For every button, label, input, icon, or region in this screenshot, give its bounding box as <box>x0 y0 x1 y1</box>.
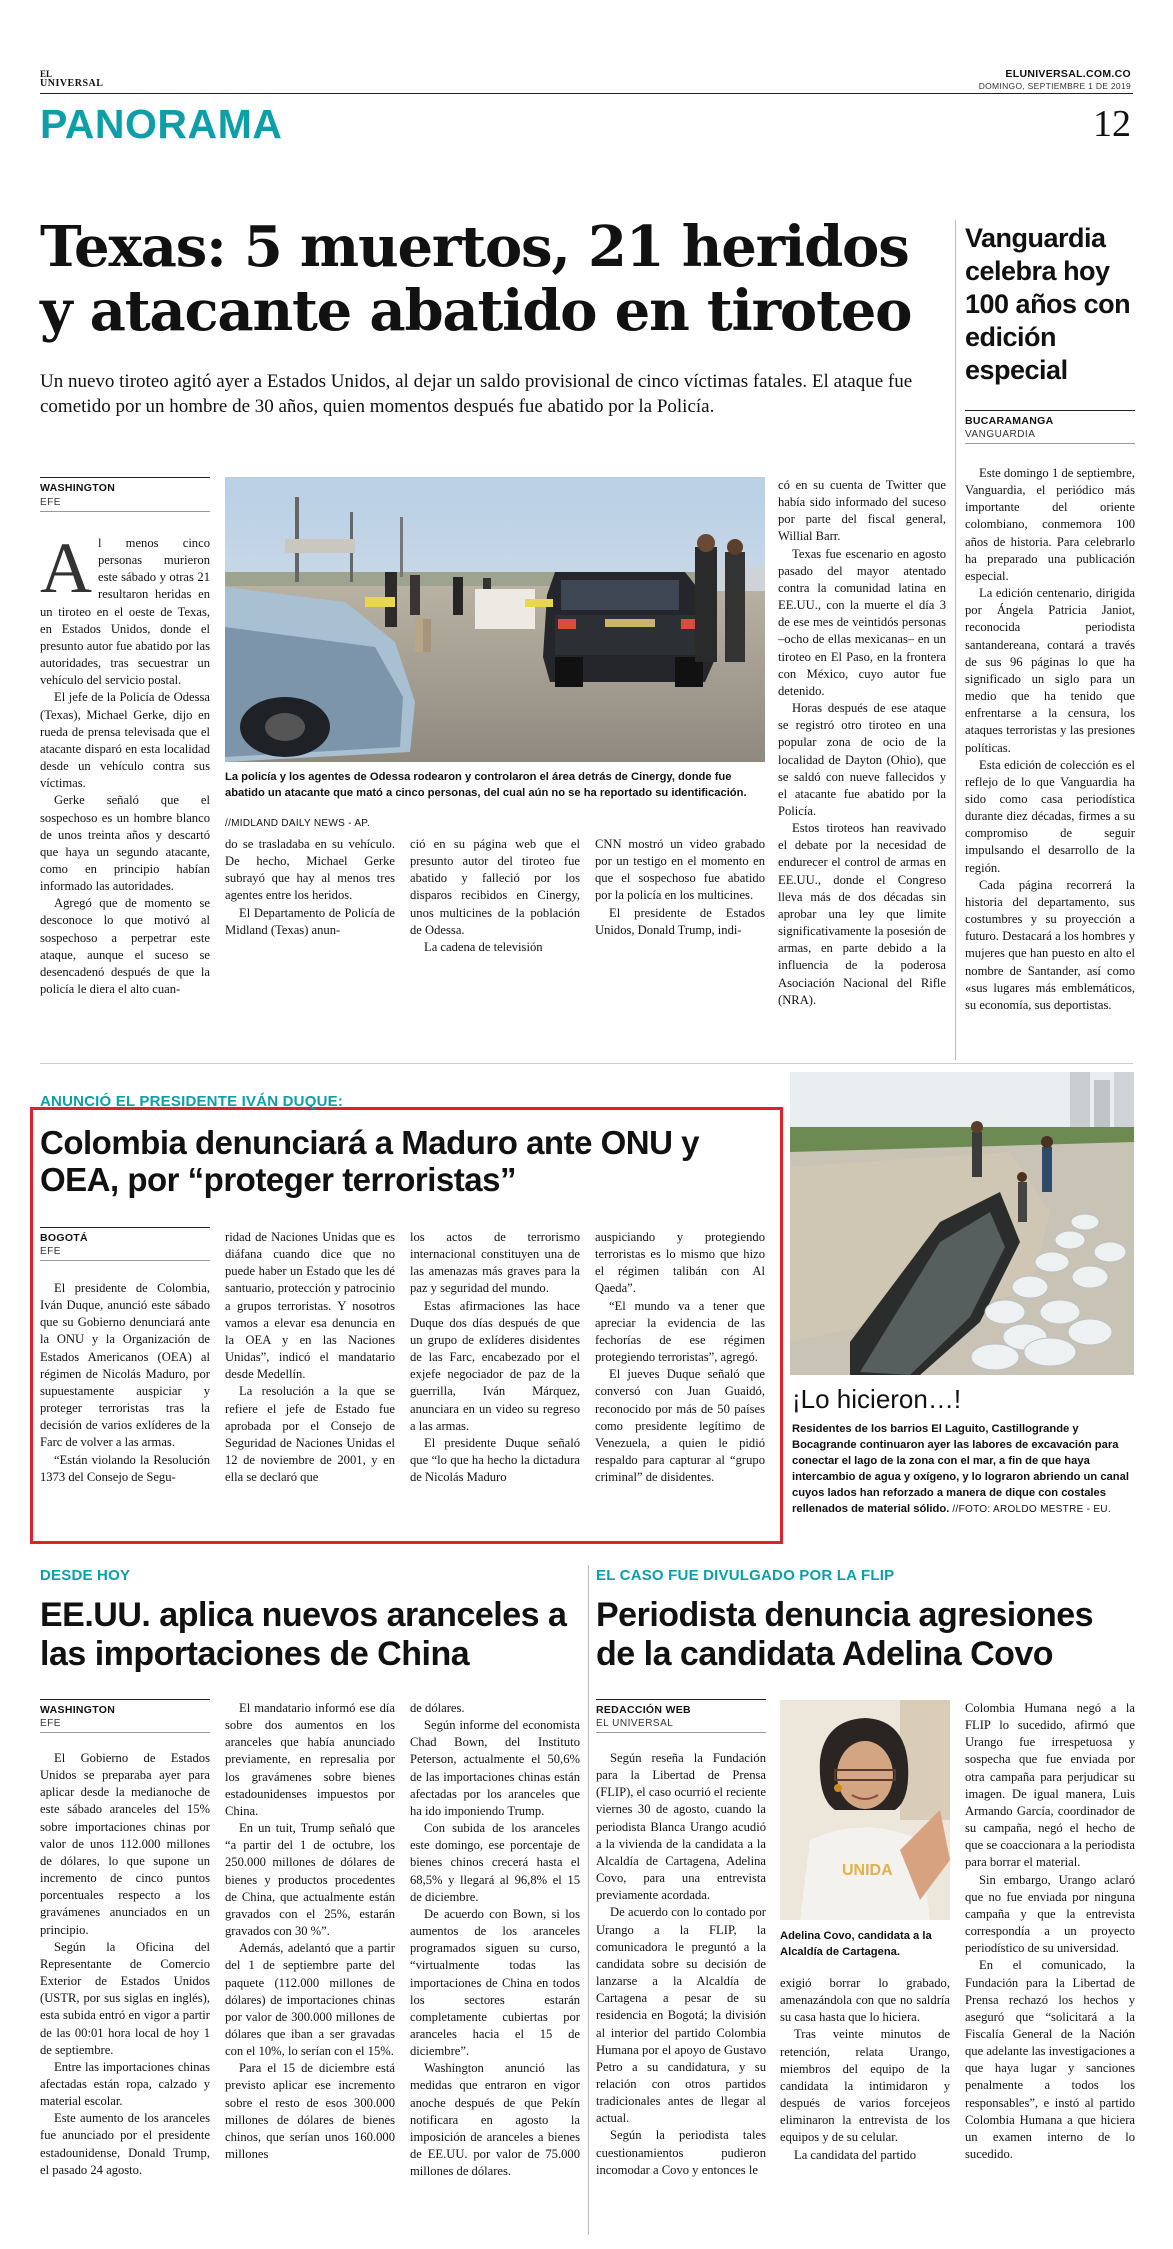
aranceles-col2 <box>225 1700 395 2230</box>
aranceles-col3-p5: Washington anunció las medidas que entraron en vigor anoche después de que Pekín notificara en agosto la imposición de aranceles a bienes de EE.UU. por valor de 75.000 millones de dólares. <box>410 2061 580 2179</box>
sidebar-byline-agency: VANGUARDIA <box>965 429 1036 440</box>
duque-col3 <box>410 1229 580 1534</box>
logo <box>40 70 103 88</box>
aranceles-headline: EE.UU. aplica nuevos aranceles a las importaciones de China <box>40 1596 567 1673</box>
aranceles-col3-p3: Con subida de los aranceles este domingo, ese porcentaje de bienes chinos crecerá hasta el 68,5% y llegará al 96,8% el 15 de diciembre. <box>410 1821 580 1904</box>
sidebar-byline-city: BUCARAMANGA <box>965 415 1054 427</box>
duque-headline: Colombia denunciará a Maduro ante ONU y OEA, por “proteger terroristas” <box>40 1124 699 1198</box>
main-col5-p1: có en su cuenta de Twitter que había sido informado del suceso por parte del fiscal general, Willial Barr. <box>778 478 946 544</box>
main-col5-p3: Horas después de ese ataque se registró otro tiroteo en una popular zona de ocio de la localidad de Dayton (Ohio), que se saldó con nueve fallecidos y el atacante fue abatido por la Policía. <box>778 701 946 818</box>
flip-col1-p1: Según reseña la Fundación para la Libertad de Prensa (FLIP), el caso ocurrió el reciente viernes 30 de agosto, cuando la periodista Blanca Urango acudió a la vivienda de la candidata a la Alcaldía de Cartagena, Adelina Covo, para una entrevista previamente acordada. <box>596 1751 766 1903</box>
duque-col1-p2: “Están violando la Resolución 1373 del Consejo de Segu- <box>40 1452 210 1484</box>
main-col5-p2: Texas fue escenario en agosto pasado del mayor atentado contra la comunidad latina en EE.UU., con la muerte el día 3 de ese mes de veintidós personas –ocho de ellas mexicanas– en un tiroteo en El Paso, en la frontera con México, cuyo autor fue detenido. <box>778 546 946 698</box>
main-byline-agency: EFE <box>40 497 61 508</box>
duque-byline-rule2 <box>40 1260 210 1261</box>
main-byline-rule <box>40 477 210 478</box>
canal-photo <box>790 1072 1134 1375</box>
main-col1-p2: El jefe de la Policía de Odessa (Texas), Michael Gerke, dijo en rueda de prensa televisada que el atacante disparó en esta localidad desde un vehículo contra sus víctimas. <box>40 690 210 791</box>
aranceles-byline-agency: EFE <box>40 1718 61 1729</box>
aranceles-byline-rule <box>40 1699 210 1700</box>
duque-col1-p1: El presidente de Colombia, Iván Duque, anunció este sábado que su Gobierno denunciará ante la ONU y la Organización de Estados Americanos (OEA) al régimen de Nicolás Maduro, por supuestamente auspiciar y proteger terroristas tras la decisión de varios exlíderes de la Farc de volver a las armas. <box>40 1281 210 1450</box>
main-col3-p1: ció en su página web que el presunto autor del tiroteo fue abatido y falleció por los disparos recibidos en Cinergy, unos multicines de la población de Odessa. <box>410 837 580 937</box>
main-byline-city: WASHINGTON <box>40 482 116 494</box>
sidebar-divider <box>955 220 956 1060</box>
aranceles-col3-p1: de dólares. <box>410 1701 465 1715</box>
issue-date: DOMINGO, SEPTIEMBRE 1 DE 2019 <box>978 81 1131 91</box>
aranceles-col2-p2: En un tuit, Trump señaló que “a partir del 1 de octubre, los 250.000 millones de dólares de bienes y productos procedentes de China, que actualmente están gravados con el 25%, estarán gravados con 30 %”. <box>225 1821 395 1939</box>
main-col1-p3: Gerke señaló que el sospechoso es un hombre blanco de unos treinta años y descartó que haya un segundo atacante, como en principio habían informado las autoridades. <box>40 793 210 894</box>
main-col5 <box>778 477 946 1057</box>
sidebar-headline: Vanguardia celebra hoy 100 años con edición especial <box>965 223 1131 385</box>
main-photo-credit: //MIDLAND DAILY NEWS - AP. <box>225 818 371 829</box>
duque-col1 <box>40 1280 210 1530</box>
flip-col1-p2: De acuerdo con lo contado por Urango a la FLIP, la comunicadora le preguntó a la candidata sobre su decisión de lanzarse a la Alcaldía de Cartagena a pesar de su residencia en Bogotá; la división al interior del partido Colombia Humana por el apoyo de Gustavo Petro a su candidatura, y su relación con otros partidos tradicionales antes de llegar al actual. <box>596 1905 766 2126</box>
photo-feature-credit: //FOTO: AROLDO MESTRE - EU. <box>952 1504 1111 1515</box>
aranceles-col3-p2: Según informe del economista Chad Bown, del Instituto Peterson, actualmente el 50,6% de las importaciones chinas están afectadas por los aranceles que ha ido imponiendo Trump. <box>410 1718 580 1818</box>
canal-excavation-image <box>790 1072 1134 1375</box>
sidebar-body <box>965 465 1135 1055</box>
sidebar-byline-rule <box>965 410 1135 411</box>
main-col4-p1: CNN mostró un video grabado por un testigo en el momento en que el sospechoso fue abatido por la policía en los multicines. <box>595 837 765 903</box>
main-photo <box>225 477 765 762</box>
dropcap: A <box>40 535 92 608</box>
duque-byline-rule <box>40 1227 210 1228</box>
bottom-divider <box>588 1565 589 2235</box>
main-col1-p1: l menos cinco personas murieron este sábado y otras 21 resultaron heridas en un tiroteo en el oeste de Texas, en Estados Unidos, donde el presunto autor fue abatido por las autoridades, tras secuestrar un vehículo del servicio postal. <box>40 536 210 688</box>
covo-photo-caption: Adelina Covo, candidata a la Alcaldía de Cartagena. <box>780 1930 932 1958</box>
aranceles-col1-p2: Según la Oficina del Representante de Comercio Exterior de Estados Unidos (USTR, por sus siglas en inglés), esta subida entró en vigor a partir de las 00:01 hora local de hoy 1 de septiembre. <box>40 1939 210 2057</box>
aranceles-col3 <box>410 1700 580 2230</box>
aranceles-col1 <box>40 1750 210 2230</box>
main-col1-p4: Agregó que de momento se desconoce lo que motivó al sospechoso a perpetrar este ataque, aunque el suceso se desencadenó después de que la policía le diera el alto cuan- <box>40 896 210 997</box>
duque-col2-p1: ridad de Naciones Unidas que es diáfana cuando dice que no puede haber un Estado que les dé santuario, protección y patrocinio a grupos terroristas. Y nosotros vamos a elevar esa denuncia en la OEA y en las Naciones Unidas”, indicó el mandatario desde Medellín. <box>225 1230 395 1382</box>
main-col5-p4: Estos tiroteos han reavivado el debate por la necesidad de endurecer el control de armas en EE.UU., donde el Congreso lleva más de dos décadas sin aprobar una ley que limite significativamente la posesión de armas, en parte debido a la influencia de la poderosa Asociación Nacional del Rifle (NRA). <box>778 821 946 1007</box>
duque-byline-agency: EFE <box>40 1246 61 1257</box>
logo-line2: UNIVERSAL <box>40 78 104 89</box>
section-divider-1 <box>40 1063 1133 1064</box>
flip-col2-p1: exigió borrar lo grabado, amenazándola con que no saldría su casa hasta que lo hiciera. <box>780 1976 950 2025</box>
sidebar-byline-rule2 <box>965 443 1135 444</box>
photo-feature-caption <box>792 1421 1132 1518</box>
main-byline-rule2 <box>40 511 210 512</box>
sidebar-p1: Este domingo 1 de septiembre, Vanguardia, el periódico más importante del oriente colombiano, conmemora 100 años de historia. Para celebrarlo ha preparado una publicación especial. <box>965 466 1135 583</box>
main-col1 <box>40 535 210 1055</box>
aranceles-col2-p3: Además, adelantó que a partir del 1 de septiembre parte del paquete (112.000 millones de dólares) de importaciones chinas por valor de 300.000 millones de dólares que iban a ser gravadas con el 10%, lo serían con el 15%. <box>225 1941 395 2059</box>
aranceles-col3-p4: De acuerdo con Bown, si los aumentos de los aranceles programados siguen su curso, “virtualmente todas las importaciones de China en todos los sectores estarán completamente cubiertas por aranceles hacia el 15 de diciembre”. <box>410 1906 580 2059</box>
flip-col1 <box>596 1750 766 2230</box>
aranceles-byline-city: WASHINGTON <box>40 1704 116 1716</box>
duque-col3-p3: El presidente Duque señaló que “lo que ha hecho la dictadura de Nicolás Maduro <box>410 1435 580 1485</box>
main-col2-p1: do se trasladaba en su vehículo. De hecho, Michael Gerke subrayó que hay al menos tres agentes entre los heridos. <box>225 837 395 903</box>
aranceles-col1-p3: Entre las importaciones chinas afectadas están ropa, calzado y material escolar. <box>40 2059 210 2109</box>
photo-feature-title: ¡Lo hicieron…! <box>792 1384 962 1414</box>
flip-col3-p3: En el comunicado, la Fundación para la Libertad de Prensa rechazó los hechos y aseguró que “solicitará a la Fiscalía General de la Nación que adelante las investigaciones a que haya lugar y sanciones penalmente a todos los responsables”, e instó al partido Colombia Humana a que hiciera un examen interno de lo sucedido. <box>965 1958 1135 2162</box>
aranceles-col1-p4: Este aumento de los aranceles fue anunciado por el presidente estadounidense, Donald Trump, el pasado 24 agosto. <box>40 2111 210 2177</box>
covo-photo <box>780 1700 950 1920</box>
flip-col3-p2: Sin embargo, Urango aclaró que no fue enviada por ninguna campaña y que la entrevista correspondía a un proyecto periodístico de su universidad. <box>965 1872 1135 1956</box>
flip-col2 <box>780 1975 950 2230</box>
flip-byline-agency: EL UNIVERSAL <box>596 1718 674 1729</box>
duque-col4 <box>595 1229 765 1534</box>
aranceles-col2-p1: El mandatario informó ese día sobre dos aumentos en los aranceles que había anunciado previamente, en represalia por los gravámenes sobre bienes estadounidenses impuestos por China. <box>225 1701 395 1818</box>
masthead-rule <box>40 93 1133 94</box>
flip-byline-rule2 <box>596 1732 766 1733</box>
flip-kicker: EL CASO FUE DIVULGADO POR LA FLIP <box>596 1567 895 1584</box>
main-col2 <box>225 836 395 1056</box>
duque-byline-city: BOGOTÁ <box>40 1232 88 1244</box>
flip-byline-city: REDACCIÓN WEB <box>596 1704 691 1716</box>
main-col4-p2: El presidente de Estados Unidos, Donald Trump, indi- <box>595 905 765 937</box>
duque-kicker: ANUNCIÓ EL PRESIDENTE IVÁN DUQUE: <box>40 1093 344 1110</box>
duque-col2 <box>225 1229 395 1534</box>
duque-col4-p3: El jueves Duque señaló que conversó con Juan Guaidó, reconocido por más de 50 países como presidente legítimo de Venezuela, a quien le pidió respaldo para capturar al “grupo criminal” de disidentes. <box>595 1367 765 1485</box>
flip-col3-p1: Colombia Humana negó a la FLIP lo sucedido, afirmó que Urango fue irrespetuosa y sospecha que fue enviada por otra campaña para perjudicar su imagen. De igual manera, Luis Armando García, coordinador de su campaña, negó el hecho de que se coaccionara a la periodista para borrar el material. <box>965 1701 1135 1870</box>
photo-feature-caption-text: Residentes de los barrios El Laguito, Castillogrande y Bocagrande continuaron ayer las labores de excavación para conectar el lago de la zona con el mar, a fin de que haya intercambio de agua y oxígeno, y lo lograron abriendo un canal cuyos lados han reforzado a manera de dique con costales rellenados de material sólido. <box>792 1423 1129 1515</box>
main-headline: Texas: 5 muertos, 21 heridos y atacante abatido en tiroteo <box>40 214 912 344</box>
logo-line1: EL <box>40 69 53 79</box>
main-col3 <box>410 836 580 1056</box>
page-number: 12 <box>1093 103 1131 145</box>
main-col2-p2: El Departamento de Policía de Midland (Texas) anun- <box>225 905 395 937</box>
duque-col4-p2: “El mundo va a tener que apreciar la evidencia de las fechorías de ese régimen protegiendo terroristas”, agregó. <box>595 1298 765 1365</box>
sidebar-p3: Esta edición de colección es el reflejo de lo que Vanguardia ha sido como casa periodística durante diez décadas, firmes a su compromiso de seguir impulsando el desarrollo de la región. <box>965 757 1135 875</box>
aranceles-kicker: DESDE HOY <box>40 1567 131 1584</box>
main-photo-caption: La policía y los agentes de Odessa rodearon y controlaron el área detrás de Cinergy, donde fue abatido un atacante que mató a cinco personas, del cual aún no se ha reportado su identificación. <box>225 771 747 799</box>
main-col4 <box>595 836 765 1056</box>
aranceles-byline-rule2 <box>40 1732 210 1733</box>
flip-col2-p2: Tras veinte minutos de retención, relata Urango, miembros del equipo de la candidata la intimidaron y después de varios forcejeos eliminaron la entrevista de los equipos y de su celular. <box>780 2027 950 2145</box>
shirt-logo-text: UNIDA <box>842 1862 893 1879</box>
duque-col3-p2: Estas afirmaciones las hace Duque dos días después de que un grupo de exlíderes disidentes de las Farc, encabezado por el exjefe negociador de paz de la guerrilla, Iván Márquez, anunciara en un video su regreso a las armas. <box>410 1298 580 1433</box>
duque-col2-p2: La resolución a la que se refiere el jefe de Estado fue aprobada por el Consejo de Seguridad de Naciones Unidas el 12 de noviembre de 2001, y en ella se declaró que <box>225 1384 395 1485</box>
flip-headline: Periodista denuncia agresiones de la candidata Adelina Covo <box>596 1596 1094 1673</box>
main-col3-p2: La cadena de televisión <box>424 939 543 954</box>
site-url: ELUNIVERSAL.COM.CO <box>1005 68 1131 80</box>
duque-col4-p1: auspiciando y protegiendo terroristas es lo mismo que hizo el régimen talibán con Al Qaeda”. <box>595 1230 765 1296</box>
flip-col2-p3: La candidata del partido <box>794 2147 917 2162</box>
section-title: PANORAMA <box>40 101 283 147</box>
flip-byline-rule <box>596 1699 766 1700</box>
sidebar-p4: Cada página recorrerá la historia del departamento, sus costumbres y su proyección a futuro. Destacará a los hombres y mujeres que han puesto en alto el nombre de Santander, así como «sus lugares más emblemáticos, su economía, sus deportistas. <box>965 877 1135 1012</box>
adelina-covo-portrait <box>780 1700 950 1920</box>
aranceles-col1-p1: El Gobierno de Estados Unidos se preparaba ayer para aplicar desde la medianoche de este sábado aranceles del 15% sobre importaciones chinas por valor de unos 112.000 millones de dólares, lo que supone un incremento de cinco puntos porcentuales respecto a los gravámenes anunciados en un principio. <box>40 1751 210 1937</box>
flip-col3 <box>965 1700 1135 2230</box>
flip-col1-p3: Según la periodista tales cuestionamientos pudieron incomodar a Covo y entonces le <box>596 2128 766 2177</box>
aranceles-col2-p4: Para el 15 de diciembre está previsto aplicar ese incremento sobre el resto de esos 300.000 millones de dólares de bienes chinos, que serían unos 160.000 millones <box>225 2061 395 2162</box>
main-deck: Un nuevo tiroteo agitó ayer a Estados Unidos, al dejar un saldo provisional de cinco víctimas fatales. El ataque fue cometido por un hombre de 30 años, quien momentos después fue abatido por la Policía. <box>40 371 913 417</box>
duque-col3-p1: los actos de terrorismo internacional constituyen una de las amenazas más graves para la paz y seguridad del mundo. <box>410 1230 580 1296</box>
sidebar-p2: La edición centenario, dirigida por Ángela Patricia Janiot, reconocida periodista santandereana, contará a través de sus 96 páginas lo que ha significado un siglo para un medio que ha tenido que enfrentarse a la censura, los ataques terroristas y las presiones políticas. <box>965 586 1135 755</box>
police-scene-image <box>225 477 765 762</box>
